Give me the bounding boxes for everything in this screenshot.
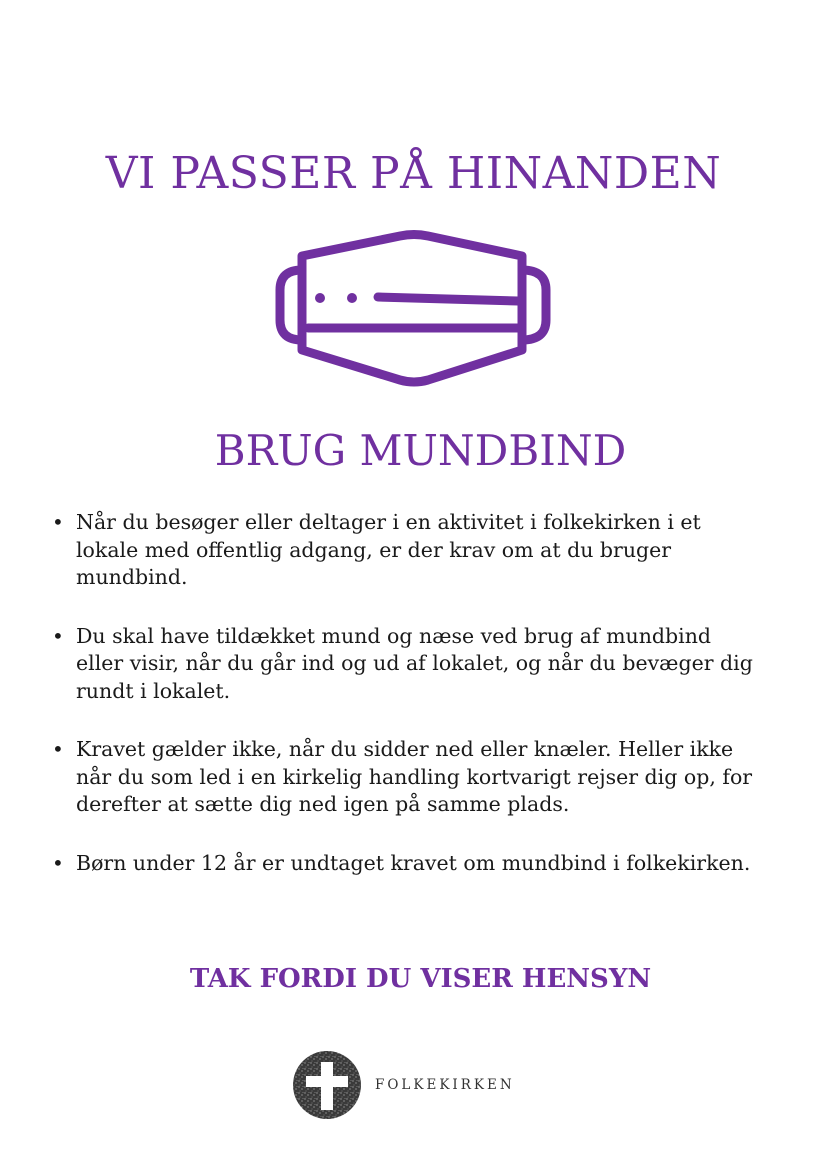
subheadline: BRUG MUNDBIND (214, 426, 627, 475)
bullet-icon: • (52, 850, 64, 875)
bullet-icon: • (52, 623, 64, 648)
bullet-icon: • (52, 737, 64, 761)
cross-seal-icon (292, 1050, 362, 1120)
thanks-message: TAK FORDI DU VISER HENSYN (189, 964, 652, 994)
rules-list (50, 509, 760, 908)
rule-text: Kravet gælder ikke, når du sidder ned eller knæler. Heller ikke når du som led i en kirkelig handling kortvarigt rejser dig op, for derefter at sætte dig ned igen på samme plads. (76, 737, 753, 816)
list-item (50, 509, 760, 592)
face-mask-icon (272, 228, 556, 398)
rule-text: Du skal have tildækket mund og næse ved brug af mundbind eller visir, når du går ind og ud af lokalet, og når du bevæger dig rundt i lokalet. (76, 623, 753, 703)
list-item (50, 850, 760, 878)
rule-text: Når du besøger eller deltager i en aktivitet i folkekirken i et lokale med offentlig adgang, er der krav om at du bruger mundbind. (76, 510, 701, 589)
headline: VI PASSER PÅ HINANDEN (105, 148, 722, 199)
org-name: FOLKEKIRKEN (375, 1077, 515, 1093)
bullet-icon: • (52, 510, 64, 534)
list-item (50, 736, 760, 819)
rule-text: Børn under 12 år er undtaget kravet om mundbind i folkekirken. (76, 850, 751, 875)
footer-logo (292, 1050, 515, 1120)
list-item (50, 623, 760, 706)
